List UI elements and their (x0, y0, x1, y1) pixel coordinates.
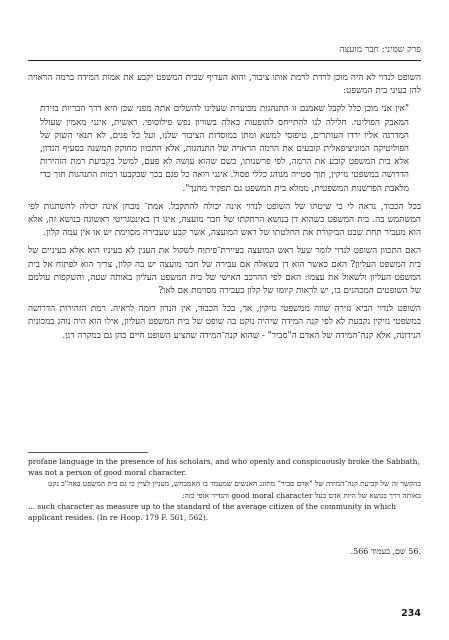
footnote-english-1: profane language in the presence of his scholars, and who openly and conspicuously broke the Sabbath, was not a person of good moral character. (28, 457, 420, 478)
paragraph-1: השופט לנדוי לא היה מוכן לרדת לרמת אותו ציבור, והוא העדיף שבית המשפט יקבע את אמות המידה ברמה הראויה להן בעיני בית המשפט: (28, 73, 421, 97)
header-rule (28, 60, 421, 61)
footnote-rule (28, 452, 148, 453)
page-number: 234 (401, 608, 421, 619)
paragraph-3: האם התכוון השופט לנדוי לומר שעל ראש המועצה בעיירת־פיתוח לשקול את הענין לא בעיניו הוא אלא בעיניים של בית המשפט העליון? האם כאשר הוא דן בשאלה אם עבירה של חבר מועצה יש בה קלון, צריך הוא לפתוח אל בית המשפט העליון ולשאול את עצמו: האם לפי ההרכב האישי של בית המשפט העליון באותה שעה, והשקפות עולמם של השופטים המכהנים בו, יש לראות קיומו של קלון בעבירה מסוימת אם לאו? (28, 246, 421, 297)
footnote-english-2: ... such character as measure up to the standard of the average citizen of the community in which applicant resides. (In re Hoop. 179 F. 561, 562). (28, 501, 397, 523)
running-header: פרק שמיני: חבר מועצה (339, 45, 421, 55)
footnote-hebrew: בהקשר זה של קביעת קנה־המידה של "אדם סביר" מתוגג האנשים שמעמד בו האמבחש, מעניין לציין כי גם בית המשפט באה"ב נקט באותה דרך בנושא של היות אדם בעל good moral character והגדיר אופי כזה: (48, 479, 421, 500)
paragraph-2: בכל הכבוד, נראה לי כי שיטתו של השופט לנדוי אינה יכולה להתקבל. אמת־ מבחן אינה יכולה להשתנות לפי המשתמש בה. בית המשפט כשהוא דן בנושא הרחקתו של חבר מועצה, אינו דן באינטגריטי ראשונה בנושא זה, אלא הוא מעביר תחת שבט הביקורת את החלטתו של ראש המועצה, אשר קבע שעבירה מסוימת יש או אין עמה קלון. (28, 201, 421, 239)
footnotes (28, 456, 421, 523)
footnote-56: .56 שם, בעמוד 566. (350, 547, 421, 556)
block-quote: "אין אני מוכן כלל לקבל שאמנם זו התנהגות מכוערת שעלינו להשלים אתה מפני שכן היא דרך הבריות בזירת המאבק הפוליטי. חלילה לנו להתייחס לתופעות כאלה בשוויון נפש פילוסופי. ראשית, אינני מאמין שעולל המדרגה אליו ירדו העותרים, טיפוסי למשא ומתן במוסדות הציבור שלנו, ועל כל פנים, לא תנאי השוק של הפוליטיקה המוניציפאלית קובעים את הרמה הראויה של התנהגות, אלא התכוון מחוקק המשנה בסעיף הנדון, אלא בית המשפט קובע את הרמה, לפי פרשנותו, כשם שהוא עושה לא פעם, למשל בקביעת רמת הזהירות הדרושה במשפטי נזיקין, תוך סטייה מנוהג כללי פסול. אינני רואה כל פגם בכך שבקבעו רמות התנהגות תוך כדי מלאכת הפרשנות המשפטית, ממלא בית המשפט גם תפקיד מחנך". (40, 104, 409, 194)
paragraph-4: השופט לנדוי הביא גזירה שווה ממשפטי נזיקין, אך, בכל הכבוד, אין הנדון דומה לראיה. רמת הזהירות הדרושה במשפטי נזיקין נקבעת לא לפי קנה המידה שיהיה נוקט בה שופט של בית המשפט העליון, אילו הוא היה נוהג במכונית הנידונה, אלא קנה־המידה של האדם ה"סביר" - שהוא קנה־המידה שהציע השופט חיים כהן גם במקרה דנן. (28, 304, 421, 341)
main-text (28, 72, 421, 348)
